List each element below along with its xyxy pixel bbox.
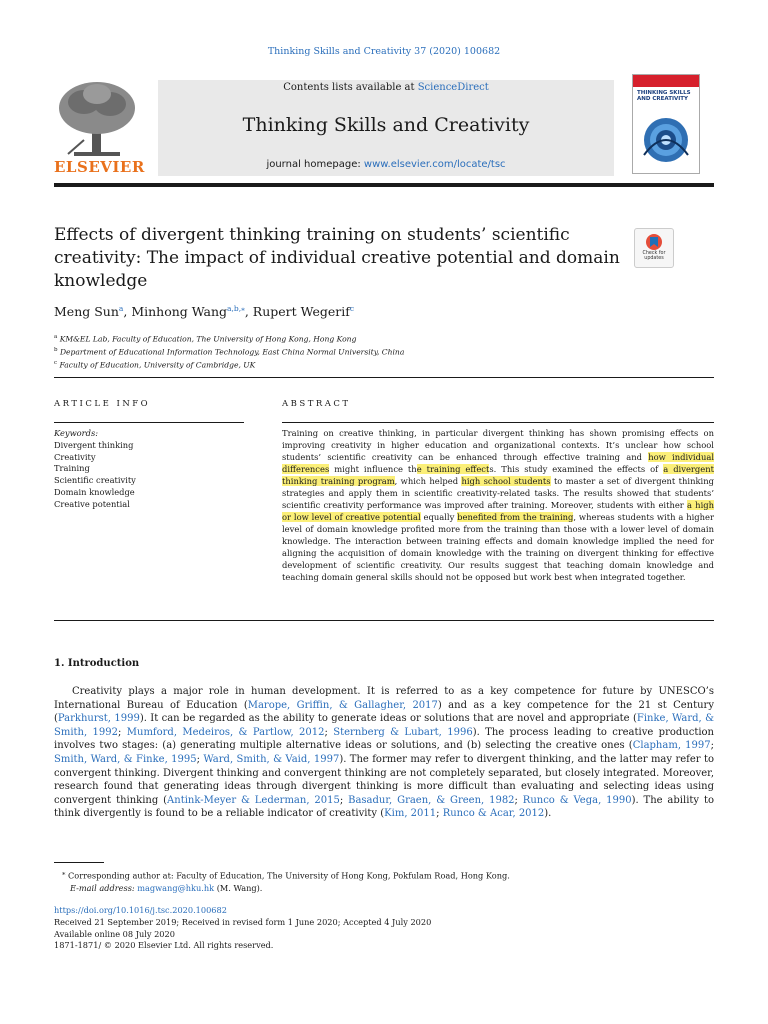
abstract-text xyxy=(282,427,714,583)
citation-link[interactable]: Kim, 2011 xyxy=(384,808,437,820)
intro-span: ; xyxy=(324,726,334,738)
author-name[interactable]: Rupert Wegerif xyxy=(252,304,350,320)
author-sup[interactable]: c xyxy=(349,304,355,313)
email-label: E-mail address: xyxy=(70,882,135,893)
email-line xyxy=(62,882,510,894)
header-rule xyxy=(54,183,714,187)
intro-span: ). The former may refer to divergent thinking, and the latter may refer to convergent thinking. Divergent thinking and convergent thinking are not completely separated, but closely integrated. Moreover, research found that generating ideas through divergent thinking is more difficult than evaluating and selecting ideas using convergent thinking ( xyxy=(54,753,714,806)
abstract-span: , whereas students with a higher level of domain knowledge profited more from the training than those with a lower level of domain knowledge. The interaction between training effects and domain knowledge implied the need for aligning the acquisition of domain knowledge with the training on divergent thinking for effective development of scientific creativity. Our results suggest that teaching domain knowledge and teaching domain general skills should not be opposed but work best when integrated together. xyxy=(282,512,714,582)
contents-line xyxy=(158,82,614,93)
contents-prefix: Contents lists available at xyxy=(283,82,418,93)
intro-span: ; xyxy=(118,726,127,738)
highlight: how individual differences xyxy=(282,452,715,474)
keyword-item: Creativity xyxy=(54,451,96,462)
citation-link[interactable]: Runco & Acar, 2012 xyxy=(442,808,545,820)
author-sup[interactable]: a xyxy=(118,304,124,313)
keyword-item: Divergent thinking xyxy=(54,439,134,450)
affiliation-item xyxy=(54,345,404,358)
keyword-item: Domain knowledge xyxy=(54,486,135,497)
highlight: benefited from the training xyxy=(457,512,574,522)
received-dates: Received 21 September 2019; Received in revised form 1 June 2020; Accepted 4 July 2020 xyxy=(54,916,432,927)
citation-link[interactable]: Runco & Vega, 1990 xyxy=(522,794,632,806)
highlight: high school students xyxy=(461,476,551,486)
doi-link[interactable]: https://doi.org/10.1016/j.tsc.2020.100682 xyxy=(54,905,227,915)
author-name[interactable]: Meng Sun xyxy=(54,304,119,320)
paper-title: Effects of divergent thinking training on students’ scientific creativity: The impact of individual creative potential and domain knowledge xyxy=(54,225,620,291)
copyright: 1871-1871/ © 2020 Elsevier Ltd. All rights reserved. xyxy=(54,940,274,951)
citation-link[interactable]: Finke, Ward, & Smith, 1992 xyxy=(54,713,715,738)
citation-link[interactable]: Marope, Griffin, & Gallagher, 2017 xyxy=(247,699,438,711)
intro-span: ). The process leading to creative production involves two stages: (a) generating multiple alternative ideas or solutions, and (b) selecting the creative ones ( xyxy=(54,726,714,752)
corresponding-author-note xyxy=(62,867,510,882)
journal-reference[interactable]: Thinking Skills and Creativity 37 (2020) 100682 xyxy=(267,46,501,57)
intro-span: ). It can be regarded as the ability to generate ideas or solutions that are novel and appropriate ( xyxy=(139,713,637,725)
citation-link[interactable]: Antink-Meyer & Lederman, 2015 xyxy=(167,794,340,806)
keyword-item: Scientific creativity xyxy=(54,475,136,486)
affiliation-sup: a xyxy=(54,334,58,340)
abstract-span: , which helped xyxy=(394,476,462,486)
affiliation-text: Faculty of Education, University of Cambridge, UK xyxy=(59,360,256,370)
abstract-span: Training on creative thinking, in particular divergent thinking has shown promising effects on improving creativity in higher education and organizational contexts. It’s unclear how school students’ scientific creativity can be enhanced through effective training and xyxy=(282,428,714,462)
cover-band xyxy=(633,75,699,87)
email-suffix: (M. Wang). xyxy=(214,882,263,893)
homepage-link[interactable]: www.elsevier.com/locate/tsc xyxy=(363,159,506,170)
intro-span: ; xyxy=(436,808,443,820)
citation-link[interactable]: Clapham, 1997 xyxy=(632,740,711,752)
keywords-label: Keywords: xyxy=(54,428,99,438)
abstract-heading: ABSTRACT xyxy=(282,399,351,409)
journal-name: Thinking Skills and Creativity xyxy=(242,114,530,136)
article-info-heading: ARTICLE INFO xyxy=(54,399,151,409)
affiliation-text: Department of Educational Information Technology, East China Normal University, China xyxy=(59,347,405,357)
citation-link[interactable]: Parkhurst, 1999 xyxy=(57,713,140,725)
affiliation-item xyxy=(54,332,404,345)
citation-link[interactable]: Sternberg & Lubart, 1996 xyxy=(333,726,473,738)
intro-span: ). xyxy=(544,808,552,820)
divider xyxy=(54,422,244,423)
intro-heading: 1. Introduction xyxy=(54,658,140,669)
author-list: Meng Sun$^a$, Minhong Wang$^{a,b,⁎}$, Rupert Wegerif$^c$ xyxy=(54,304,355,320)
footnote xyxy=(62,867,510,894)
keywords-block xyxy=(54,428,136,511)
keyword-item: Creative potential xyxy=(54,498,130,509)
divider xyxy=(54,377,714,378)
cover-title: THINKING SKILLS AND CREATIVITY xyxy=(637,90,691,102)
abstract-span: equally xyxy=(420,512,458,522)
affiliation-sup: b xyxy=(54,347,58,354)
affiliation-text: KM&EL Lab, Faculty of Education, The University of Hong Kong, Hong Kong xyxy=(59,334,357,344)
citation-link[interactable]: Ward, Smith, & Vaid, 1997 xyxy=(203,753,340,765)
highlight: e training effect xyxy=(416,464,490,474)
cover-spiral-art xyxy=(639,115,693,165)
intro-span: Creativity plays a major role in human development. It is referred to as a key competence for future by UNESCO’s International Bureau of Education ( xyxy=(54,686,714,711)
sciencedirect-link[interactable]: ScienceDirect xyxy=(417,82,489,93)
abstract-span: to master a set of divergent thinking strategies and apply them in scientific creativity-related tasks. The results showed that students’ scientific creativity performance was improved after training. Moreover, students with either xyxy=(282,476,714,510)
elsevier-tree-logo xyxy=(54,80,140,158)
intro-span: ; xyxy=(514,794,523,806)
highlight: a divergent thinking training program xyxy=(282,464,714,486)
keyword-item: Training xyxy=(54,463,90,474)
citation-link[interactable]: Basadur, Graen, & Green, 1982 xyxy=(348,794,515,806)
homepage-prefix: journal homepage: xyxy=(266,159,364,170)
elsevier-logo-text: ELSEVIER xyxy=(54,158,145,176)
journal-cover-image[interactable] xyxy=(632,74,700,174)
affiliation-sup: c xyxy=(54,360,58,367)
affiliation-item xyxy=(54,358,404,371)
intro-span: ; xyxy=(339,794,349,806)
intro-paragraph xyxy=(54,685,714,821)
intro-span: ; xyxy=(710,740,715,752)
corresponding-text: Corresponding author at: Faculty of Education, The University of Hong Kong, Pokfulam Road, Hong Kong. xyxy=(68,870,510,881)
check-for-updates-badge[interactable] xyxy=(634,228,674,268)
highlight: a high or low level of creative potential xyxy=(282,500,715,522)
abstract-span: might influence th xyxy=(329,464,417,474)
author-name[interactable]: Minhong Wang xyxy=(131,304,228,320)
journal-homepage xyxy=(158,159,614,170)
publication-info xyxy=(54,905,431,952)
abstract-span: s. This study examined the effects of xyxy=(489,464,664,474)
check-updates-icon xyxy=(635,231,673,253)
affiliations xyxy=(54,332,404,371)
intro-span: ; xyxy=(196,753,204,765)
footnote-rule xyxy=(54,862,104,863)
check-updates-label: Check for updates xyxy=(642,251,666,261)
intro-span: ). The ability to think divergently is found to be a reliable indicator of creativity ( xyxy=(54,794,714,820)
citation-link[interactable]: Mumford, Medeiros, & Partlow, 2012 xyxy=(126,726,325,738)
intro-span: ) and as a key competence for the 21 st Century ( xyxy=(54,699,714,725)
email-link[interactable]: magwang@hku.hk xyxy=(137,882,215,893)
author-sup[interactable]: a,b,⁎ xyxy=(227,304,245,313)
divider xyxy=(54,620,714,621)
citation-link[interactable]: Smith, Ward, & Finke, 1995 xyxy=(54,753,197,765)
available-online: Available online 08 July 2020 xyxy=(54,928,175,939)
footnote-marker: ⁎ xyxy=(62,869,66,877)
divider xyxy=(282,422,714,423)
